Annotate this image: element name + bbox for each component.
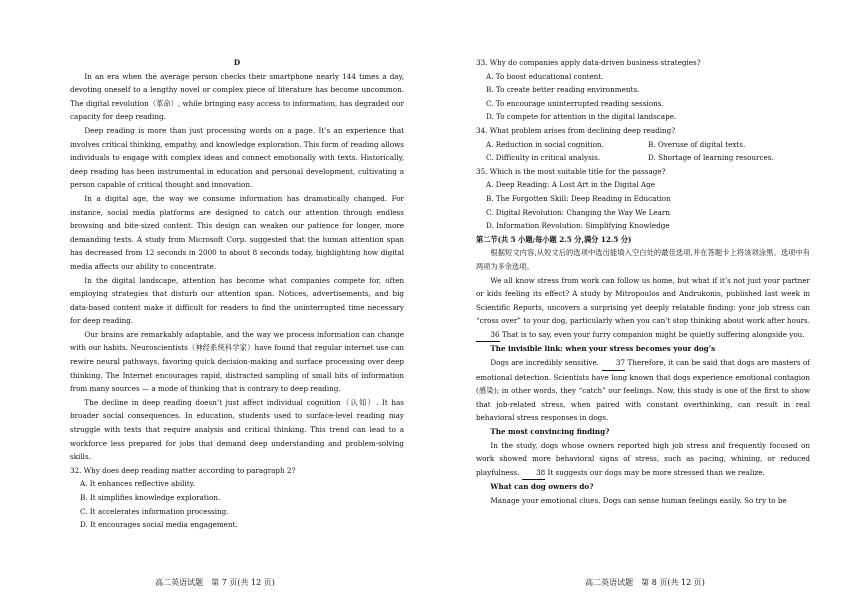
q33-option-d: D. To compete for attention in the digital landscape.: [486, 112, 677, 122]
q32-option-b: B. It simplifies knowledge exploration.: [80, 493, 221, 502]
page-footer-left: 高二英语试题 第 7 页(共 12 页): [155, 578, 275, 587]
passage-letter: D: [233, 58, 241, 67]
cloze-paragraph-4: Manage your emotional clues. Dogs can sense human feelings easily. So try to be: [490, 496, 787, 505]
paragraph-6: The decline in deep reading doesn’t just affect individual cognition（认知）. It has broader social consequences. In education, students used to surface-level reading may struggle with texts that require analysis and critical thinking. This trend can lead to a workforce less prepared for jobs that demand deep understanding and problem-solving skills.: [70, 397, 404, 462]
page-footer-right: 高二英语试题 第 8 页(共 12 页): [585, 578, 705, 587]
blank-38: 38: [522, 466, 546, 481]
q34-options-row-2: [476, 151, 810, 165]
paragraph-1: In an era when the average person checks their smartphone nearly 144 times a day, devoting oneself to a lengthy novel or complex piece of literature has become uncommon. The digital revolution（革命）, while bringing easy access to information, has degraded our capacity for deep reading.: [70, 71, 404, 122]
question-33: 33. Why do companies apply data-driven business strategies?: [476, 58, 701, 67]
cloze-paragraph-2: [476, 356, 810, 425]
q34-option-b: B. Overuse of digital texts.: [648, 139, 746, 149]
paragraph-5: Our brains are remarkably adaptable, and the way we process information can change with our habits. Neuroscientists（神经系统科学家）have found that regular internet use can rewire neural pathways, favoring quick decision-making and surface processing over deep thinking. The Internet encourages rapid, distracted sampling of small bits of information from many sources — a mode of thinking that is contrary to deep reading.: [70, 329, 404, 394]
q32-option-c: C. It accelerates information processing.: [80, 506, 229, 516]
paragraph-3: In a digital age, the way we consume information has dramatically changed. For instance, social media platforms are designed to catch our attention through endless browsing and bite-sized content. This design can weaken our patience for longer, more demanding texts. A study from Microsoft Corp. suggested that the human attention span has decreased from 12 seconds in 2000 to about 8 seconds today, highlighting how digital media affects our ability to concentrate.: [70, 193, 404, 271]
q35-option-b: B. The Forgotten Skill: Deep Reading in Education: [486, 193, 671, 203]
q35-option-c: C. Digital Revolution: Changing the Way We Learn: [486, 207, 670, 217]
q35-option-d: D. Information Revolution: Simplifying Knowledge: [486, 221, 670, 231]
blank-37: 37: [602, 356, 626, 371]
cloze-p2-text-a: Dogs are incredibly sensitive.: [490, 358, 600, 368]
q33-option-b: B. To create better reading environments.: [486, 85, 640, 95]
question-35: 35. Which is the most suitable title for the passage?: [476, 166, 666, 176]
q34-option-a: A. Reduction in social cognition.: [486, 139, 604, 149]
question-32: 32. Why does deep reading matter according to paragraph 2?: [70, 465, 296, 475]
subheading-invisible-link: The invisible link: when your stress becomes your dog’s: [490, 344, 716, 354]
section-2-instructions: 根据短文内容,从短文后的选项中选出能填入空白处的最佳选项,并在答题卡上将该项涂黑。选项中有两项为多余选项。: [476, 248, 810, 271]
paragraph-2: Deep reading is more than just processing words on a page. It’s an experience that involves critical thinking, empathy, and knowledge exploration. This form of reading allows individuals to engage with complex ideas and connect emotionally with texts. Historically, deep reading has been instrumental in education and personal development, cultivating a person capable of critical thought and innovation.: [70, 125, 404, 190]
q34-option-d: D. Shortage of learning resources.: [648, 153, 774, 163]
cloze-p3-text-b: It suggests our dogs may be more stressed than we realize.: [547, 467, 765, 477]
cloze-p3-text-a: In the study, dogs whose owners reported high job stress and frequently focused on work showed more behavioral signs of stress, such as pacing, whining, or reduced playfulness.: [476, 440, 810, 477]
q34-option-c: C. Difficulty in critical analysis.: [486, 153, 601, 163]
section-2-title: 第二节(共 5 小题;每小题 2.5 分,满分 12.5 分): [476, 234, 632, 244]
question-34: 34. What problem arises from declining deep reading?: [476, 125, 676, 135]
q32-option-d: D. It encourages social media engagement.: [80, 520, 238, 530]
cloze-paragraph-1: [476, 274, 810, 343]
cloze-paragraph-3: [476, 439, 810, 481]
q35-option-a: A. Deep Reading: A Lost Art in the Digital Age: [486, 180, 655, 190]
q32-option-a: A. It enhances reflective ability.: [80, 479, 196, 489]
blank-36: 36: [476, 328, 500, 343]
cloze-p1-text-a: We all know stress from work can follow us home, but what if it’s not just your partner or kids feeling its effect? A study by Mitropoulos and Andrukonis, published last week in Scientific Reports, uncovers a surprising yet deeply relatable finding: your job stress can “cross over” to your dog, particularly when you can’t stop thinking about work after hours.: [476, 275, 810, 326]
cloze-p2-text-b: Therefore, it can be said that dogs are masters of emotional detection. Scientists have long known that dogs experience emotional contagion (感染); in other words, they “catch” our feelings. Now, this study is one of the first to show that job-related stress, when paired with constant overthinking, can result in real behavioral stress responses in dogs.: [476, 358, 810, 423]
subheading-convincing-finding: The most convincing finding?: [490, 427, 610, 437]
subheading-what-can-owners-do: What can dog owners do?: [490, 482, 594, 492]
q33-option-a: A. To boost educational content.: [486, 71, 604, 81]
q34-options-row-1: [476, 138, 810, 152]
cloze-p1-text-b: That is to say, even your furry companion might be quietly suffering alongside you.: [501, 329, 805, 339]
q33-option-c: C. To encourage uninterrupted reading sessions.: [486, 98, 664, 108]
paragraph-4: In the digital landscape, attention has become what companies compete for, often employing strategies that disturb our attention span. Notices, advertisements, and big data-based content make it difficult for readers to find the uninterrupted time necessary for deep reading.: [70, 275, 404, 326]
right-page: [430, 0, 860, 600]
